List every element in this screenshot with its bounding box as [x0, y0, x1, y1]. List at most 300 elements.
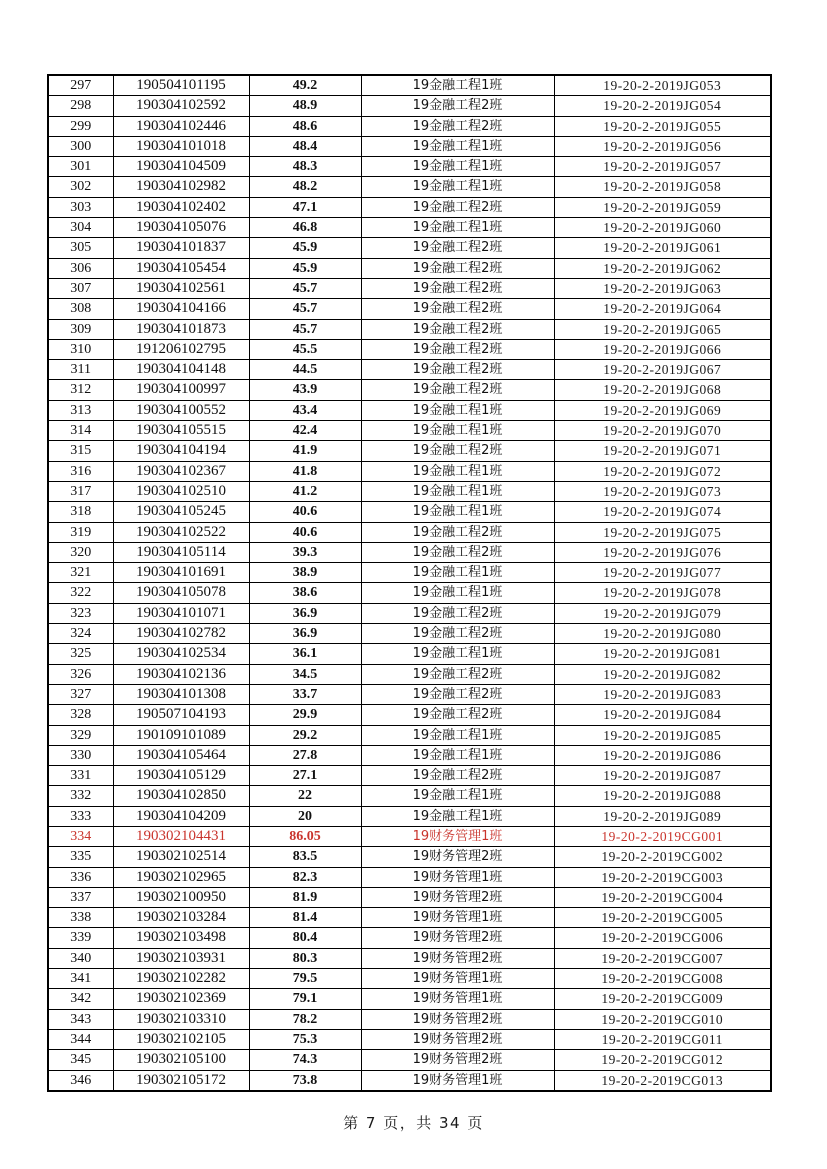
cell-exam-code: 19-20-2-2019JG056	[554, 136, 771, 156]
cell-row-number: 334	[48, 826, 113, 846]
cell-row-number: 302	[48, 177, 113, 197]
table-row	[48, 177, 771, 197]
cell-exam-code: 19-20-2-2019JG073	[554, 481, 771, 501]
cell-class-name: 19金融工程2班	[361, 339, 554, 359]
cell-exam-code: 19-20-2-2019JG086	[554, 745, 771, 765]
cell-student-id: 190304105245	[113, 502, 249, 522]
cell-student-id: 190304101018	[113, 136, 249, 156]
cell-score: 43.4	[249, 400, 361, 420]
cell-exam-code: 19-20-2-2019JG064	[554, 299, 771, 319]
cell-exam-code: 19-20-2-2019JG083	[554, 684, 771, 704]
cell-score: 44.5	[249, 360, 361, 380]
cell-student-id: 190302103310	[113, 1009, 249, 1029]
cell-score: 38.9	[249, 563, 361, 583]
cell-score: 75.3	[249, 1029, 361, 1049]
cell-student-id: 190304101071	[113, 603, 249, 623]
table-row	[48, 969, 771, 989]
table-row	[48, 624, 771, 644]
cell-student-id: 190304102782	[113, 624, 249, 644]
cell-student-id: 190302102282	[113, 969, 249, 989]
cell-score: 41.8	[249, 461, 361, 481]
cell-row-number: 306	[48, 258, 113, 278]
cell-exam-code: 19-20-2-2019JG069	[554, 400, 771, 420]
table-row	[48, 989, 771, 1009]
cell-row-number: 329	[48, 725, 113, 745]
table-row	[48, 826, 771, 846]
cell-row-number: 324	[48, 624, 113, 644]
cell-class-name: 19金融工程2班	[361, 380, 554, 400]
cell-student-id: 190304104166	[113, 299, 249, 319]
cell-score: 36.9	[249, 624, 361, 644]
cell-row-number: 317	[48, 481, 113, 501]
cell-row-number: 342	[48, 989, 113, 1009]
cell-class-name: 19金融工程1班	[361, 177, 554, 197]
cell-class-name: 19金融工程2班	[361, 197, 554, 217]
cell-exam-code: 19-20-2-2019CG008	[554, 969, 771, 989]
cell-class-name: 19金融工程2班	[361, 542, 554, 562]
table-row	[48, 400, 771, 420]
cell-score: 20	[249, 806, 361, 826]
cell-class-name: 19金融工程2班	[361, 116, 554, 136]
cell-student-id: 190304102982	[113, 177, 249, 197]
cell-student-id: 191206102795	[113, 339, 249, 359]
cell-exam-code: 19-20-2-2019JG082	[554, 664, 771, 684]
cell-score: 27.8	[249, 745, 361, 765]
cell-exam-code: 19-20-2-2019JG060	[554, 218, 771, 238]
cell-student-id: 190304104194	[113, 441, 249, 461]
cell-class-name: 19金融工程2班	[361, 603, 554, 623]
table-row	[48, 705, 771, 725]
cell-class-name: 19金融工程1班	[361, 786, 554, 806]
cell-student-id: 190304105515	[113, 421, 249, 441]
cell-exam-code: 19-20-2-2019JG062	[554, 258, 771, 278]
cell-row-number: 339	[48, 928, 113, 948]
cell-exam-code: 19-20-2-2019JG054	[554, 96, 771, 116]
cell-student-id: 190302103284	[113, 908, 249, 928]
cell-score: 43.9	[249, 380, 361, 400]
table-row	[48, 867, 771, 887]
cell-exam-code: 19-20-2-2019JG087	[554, 766, 771, 786]
cell-class-name: 19金融工程1班	[361, 644, 554, 664]
cell-row-number: 327	[48, 684, 113, 704]
table-row	[48, 725, 771, 745]
cell-student-id: 190304105129	[113, 766, 249, 786]
cell-student-id: 190507104193	[113, 705, 249, 725]
cell-class-name: 19金融工程2班	[361, 238, 554, 258]
cell-student-id: 190302102514	[113, 847, 249, 867]
cell-exam-code: 19-20-2-2019CG004	[554, 887, 771, 907]
cell-row-number: 323	[48, 603, 113, 623]
cell-score: 80.4	[249, 928, 361, 948]
cell-exam-code: 19-20-2-2019CG002	[554, 847, 771, 867]
cell-score: 78.2	[249, 1009, 361, 1029]
table-row	[48, 583, 771, 603]
cell-class-name: 19金融工程1班	[361, 481, 554, 501]
cell-score: 45.7	[249, 278, 361, 298]
cell-class-name: 19财务管理2班	[361, 1050, 554, 1070]
cell-exam-code: 19-20-2-2019JG085	[554, 725, 771, 745]
cell-row-number: 310	[48, 339, 113, 359]
cell-score: 41.9	[249, 441, 361, 461]
cell-score: 40.6	[249, 502, 361, 522]
table-row	[48, 96, 771, 116]
cell-row-number: 307	[48, 278, 113, 298]
cell-score: 45.5	[249, 339, 361, 359]
cell-class-name: 19金融工程1班	[361, 745, 554, 765]
cell-score: 45.7	[249, 319, 361, 339]
cell-score: 48.9	[249, 96, 361, 116]
cell-row-number: 336	[48, 867, 113, 887]
cell-exam-code: 19-20-2-2019JG072	[554, 461, 771, 481]
cell-score: 38.6	[249, 583, 361, 603]
table-row	[48, 603, 771, 623]
cell-score: 49.2	[249, 75, 361, 96]
cell-student-id: 190302105172	[113, 1070, 249, 1091]
cell-exam-code: 19-20-2-2019JG076	[554, 542, 771, 562]
cell-exam-code: 19-20-2-2019JG053	[554, 75, 771, 96]
cell-exam-code: 19-20-2-2019JG074	[554, 502, 771, 522]
table-row	[48, 136, 771, 156]
cell-class-name: 19金融工程1班	[361, 218, 554, 238]
cell-class-name: 19财务管理2班	[361, 847, 554, 867]
cell-row-number: 298	[48, 96, 113, 116]
cell-exam-code: 19-20-2-2019CG003	[554, 867, 771, 887]
cell-row-number: 321	[48, 563, 113, 583]
table-row	[48, 1029, 771, 1049]
cell-exam-code: 19-20-2-2019JG055	[554, 116, 771, 136]
cell-exam-code: 19-20-2-2019CG013	[554, 1070, 771, 1091]
table-row	[48, 360, 771, 380]
cell-row-number: 341	[48, 969, 113, 989]
cell-row-number: 315	[48, 441, 113, 461]
cell-row-number: 325	[48, 644, 113, 664]
cell-score: 45.9	[249, 258, 361, 278]
cell-student-id: 190304102850	[113, 786, 249, 806]
cell-row-number: 319	[48, 522, 113, 542]
cell-score: 86.05	[249, 826, 361, 846]
cell-exam-code: 19-20-2-2019JG065	[554, 319, 771, 339]
cell-score: 73.8	[249, 1070, 361, 1091]
cell-row-number: 303	[48, 197, 113, 217]
cell-exam-code: 19-20-2-2019CG009	[554, 989, 771, 1009]
cell-row-number: 338	[48, 908, 113, 928]
cell-exam-code: 19-20-2-2019JG061	[554, 238, 771, 258]
cell-score: 29.9	[249, 705, 361, 725]
cell-class-name: 19金融工程1班	[361, 502, 554, 522]
cell-student-id: 190304101837	[113, 238, 249, 258]
cell-student-id: 190304102534	[113, 644, 249, 664]
cell-class-name: 19金融工程2班	[361, 319, 554, 339]
cell-class-name: 19财务管理2班	[361, 928, 554, 948]
table-row	[48, 461, 771, 481]
cell-score: 80.3	[249, 948, 361, 968]
cell-score: 27.1	[249, 766, 361, 786]
cell-class-name: 19财务管理1班	[361, 826, 554, 846]
table-row	[48, 1050, 771, 1070]
cell-student-id: 190304105464	[113, 745, 249, 765]
cell-class-name: 19财务管理1班	[361, 908, 554, 928]
cell-row-number: 331	[48, 766, 113, 786]
cell-exam-code: 19-20-2-2019JG066	[554, 339, 771, 359]
cell-student-id: 190304100997	[113, 380, 249, 400]
cell-student-id: 190304102522	[113, 522, 249, 542]
cell-class-name: 19财务管理1班	[361, 969, 554, 989]
table-row	[48, 766, 771, 786]
cell-score: 82.3	[249, 867, 361, 887]
cell-exam-code: 19-20-2-2019CG011	[554, 1029, 771, 1049]
table-row	[48, 441, 771, 461]
cell-score: 46.8	[249, 218, 361, 238]
cell-student-id: 190302105100	[113, 1050, 249, 1070]
cell-class-name: 19金融工程1班	[361, 725, 554, 745]
cell-class-name: 19财务管理1班	[361, 989, 554, 1009]
cell-class-name: 19金融工程1班	[361, 461, 554, 481]
table-row	[48, 380, 771, 400]
cell-class-name: 19金融工程2班	[361, 441, 554, 461]
table-row	[48, 948, 771, 968]
cell-exam-code: 19-20-2-2019JG079	[554, 603, 771, 623]
cell-student-id: 190504101195	[113, 75, 249, 96]
cell-class-name: 19金融工程1班	[361, 157, 554, 177]
cell-exam-code: 19-20-2-2019JG059	[554, 197, 771, 217]
cell-exam-code: 19-20-2-2019CG012	[554, 1050, 771, 1070]
cell-row-number: 345	[48, 1050, 113, 1070]
cell-student-id: 190302102105	[113, 1029, 249, 1049]
cell-row-number: 330	[48, 745, 113, 765]
cell-row-number: 300	[48, 136, 113, 156]
cell-class-name: 19金融工程1班	[361, 400, 554, 420]
cell-student-id: 190304105114	[113, 542, 249, 562]
cell-exam-code: 19-20-2-2019JG057	[554, 157, 771, 177]
cell-student-id: 190302102965	[113, 867, 249, 887]
cell-row-number: 333	[48, 806, 113, 826]
cell-row-number: 309	[48, 319, 113, 339]
cell-exam-code: 19-20-2-2019CG010	[554, 1009, 771, 1029]
cell-row-number: 311	[48, 360, 113, 380]
cell-student-id: 190302102369	[113, 989, 249, 1009]
cell-student-id: 190304104509	[113, 157, 249, 177]
cell-row-number: 301	[48, 157, 113, 177]
cell-row-number: 328	[48, 705, 113, 725]
cell-score: 22	[249, 786, 361, 806]
cell-student-id: 190302100950	[113, 887, 249, 907]
cell-class-name: 19金融工程2班	[361, 705, 554, 725]
cell-row-number: 326	[48, 664, 113, 684]
cell-row-number: 340	[48, 948, 113, 968]
cell-score: 36.9	[249, 603, 361, 623]
table-row	[48, 218, 771, 238]
cell-score: 48.3	[249, 157, 361, 177]
table-row	[48, 847, 771, 867]
table-row	[48, 278, 771, 298]
cell-exam-code: 19-20-2-2019JG067	[554, 360, 771, 380]
cell-score: 34.5	[249, 664, 361, 684]
cell-score: 48.4	[249, 136, 361, 156]
cell-row-number: 304	[48, 218, 113, 238]
cell-class-name: 19金融工程2班	[361, 258, 554, 278]
cell-row-number: 337	[48, 887, 113, 907]
table-row	[48, 481, 771, 501]
table-row	[48, 1009, 771, 1029]
table-row	[48, 502, 771, 522]
cell-exam-code: 19-20-2-2019JG063	[554, 278, 771, 298]
cell-row-number: 312	[48, 380, 113, 400]
cell-row-number: 313	[48, 400, 113, 420]
cell-student-id: 190304102446	[113, 116, 249, 136]
table-row	[48, 806, 771, 826]
cell-score: 40.6	[249, 522, 361, 542]
cell-student-id: 190304104209	[113, 806, 249, 826]
cell-score: 48.2	[249, 177, 361, 197]
cell-class-name: 19金融工程2班	[361, 299, 554, 319]
cell-exam-code: 19-20-2-2019JG089	[554, 806, 771, 826]
cell-student-id: 190304102592	[113, 96, 249, 116]
cell-score: 29.2	[249, 725, 361, 745]
cell-student-id: 190304101691	[113, 563, 249, 583]
cell-student-id: 190304101873	[113, 319, 249, 339]
cell-row-number: 316	[48, 461, 113, 481]
cell-class-name: 19金融工程2班	[361, 522, 554, 542]
cell-student-id: 190304101308	[113, 684, 249, 704]
cell-student-id: 190302103498	[113, 928, 249, 948]
cell-score: 41.2	[249, 481, 361, 501]
cell-student-id: 190302103931	[113, 948, 249, 968]
cell-student-id: 190304102367	[113, 461, 249, 481]
table-row	[48, 339, 771, 359]
cell-score: 45.7	[249, 299, 361, 319]
cell-student-id: 190304105076	[113, 218, 249, 238]
table-row	[48, 745, 771, 765]
cell-student-id: 190302104431	[113, 826, 249, 846]
cell-exam-code: 19-20-2-2019JG080	[554, 624, 771, 644]
cell-student-id: 190304102136	[113, 664, 249, 684]
cell-student-id: 190304100552	[113, 400, 249, 420]
cell-exam-code: 19-20-2-2019JG075	[554, 522, 771, 542]
cell-row-number: 314	[48, 421, 113, 441]
cell-row-number: 297	[48, 75, 113, 96]
cell-exam-code: 19-20-2-2019CG005	[554, 908, 771, 928]
cell-exam-code: 19-20-2-2019JG068	[554, 380, 771, 400]
table-row	[48, 644, 771, 664]
scores-table-body	[48, 75, 771, 1091]
cell-exam-code: 19-20-2-2019JG088	[554, 786, 771, 806]
table-row	[48, 664, 771, 684]
cell-student-id: 190304102402	[113, 197, 249, 217]
cell-row-number: 335	[48, 847, 113, 867]
cell-score: 79.5	[249, 969, 361, 989]
cell-student-id: 190304105454	[113, 258, 249, 278]
table-row	[48, 299, 771, 319]
cell-exam-code: 19-20-2-2019JG084	[554, 705, 771, 725]
table-row	[48, 258, 771, 278]
cell-class-name: 19金融工程2班	[361, 96, 554, 116]
cell-row-number: 346	[48, 1070, 113, 1091]
table-row	[48, 887, 771, 907]
cell-class-name: 19财务管理2班	[361, 1029, 554, 1049]
cell-score: 74.3	[249, 1050, 361, 1070]
cell-row-number: 318	[48, 502, 113, 522]
cell-class-name: 19财务管理2班	[361, 887, 554, 907]
cell-class-name: 19金融工程2班	[361, 766, 554, 786]
table-row	[48, 116, 771, 136]
table-row	[48, 928, 771, 948]
scores-table	[47, 74, 772, 1092]
cell-exam-code: 19-20-2-2019JG077	[554, 563, 771, 583]
cell-class-name: 19金融工程2班	[361, 684, 554, 704]
cell-score: 81.9	[249, 887, 361, 907]
table-row	[48, 319, 771, 339]
cell-score: 39.3	[249, 542, 361, 562]
cell-row-number: 322	[48, 583, 113, 603]
cell-class-name: 19金融工程1班	[361, 583, 554, 603]
cell-exam-code: 19-20-2-2019CG007	[554, 948, 771, 968]
cell-student-id: 190304102510	[113, 481, 249, 501]
cell-class-name: 19财务管理2班	[361, 1009, 554, 1029]
page-footer: 第 7 页，共 34 页	[343, 1114, 484, 1132]
cell-row-number: 299	[48, 116, 113, 136]
table-row	[48, 238, 771, 258]
cell-class-name: 19金融工程1班	[361, 75, 554, 96]
cell-exam-code: 19-20-2-2019JG081	[554, 644, 771, 664]
cell-row-number: 332	[48, 786, 113, 806]
cell-row-number: 320	[48, 542, 113, 562]
cell-student-id: 190304105078	[113, 583, 249, 603]
cell-row-number: 344	[48, 1029, 113, 1049]
cell-score: 48.6	[249, 116, 361, 136]
cell-class-name: 19金融工程1班	[361, 563, 554, 583]
table-row	[48, 542, 771, 562]
cell-score: 45.9	[249, 238, 361, 258]
cell-exam-code: 19-20-2-2019JG070	[554, 421, 771, 441]
cell-row-number: 343	[48, 1009, 113, 1029]
table-row	[48, 75, 771, 96]
cell-class-name: 19金融工程2班	[361, 278, 554, 298]
table-row	[48, 421, 771, 441]
cell-class-name: 19金融工程1班	[361, 136, 554, 156]
cell-score: 33.7	[249, 684, 361, 704]
cell-score: 81.4	[249, 908, 361, 928]
table-row	[48, 908, 771, 928]
cell-class-name: 19金融工程2班	[361, 664, 554, 684]
cell-exam-code: 19-20-2-2019JG078	[554, 583, 771, 603]
table-row	[48, 157, 771, 177]
table-row	[48, 1070, 771, 1091]
cell-exam-code: 19-20-2-2019JG058	[554, 177, 771, 197]
cell-class-name: 19金融工程1班	[361, 806, 554, 826]
cell-score: 79.1	[249, 989, 361, 1009]
cell-score: 47.1	[249, 197, 361, 217]
cell-class-name: 19财务管理1班	[361, 867, 554, 887]
cell-class-name: 19金融工程2班	[361, 624, 554, 644]
cell-class-name: 19财务管理2班	[361, 948, 554, 968]
cell-exam-code: 19-20-2-2019CG006	[554, 928, 771, 948]
cell-exam-code: 19-20-2-2019JG071	[554, 441, 771, 461]
cell-row-number: 308	[48, 299, 113, 319]
cell-score: 83.5	[249, 847, 361, 867]
cell-score: 42.4	[249, 421, 361, 441]
table-row	[48, 684, 771, 704]
cell-class-name: 19金融工程2班	[361, 360, 554, 380]
table-row	[48, 522, 771, 542]
table-row	[48, 786, 771, 806]
table-row	[48, 197, 771, 217]
cell-class-name: 19财务管理1班	[361, 1070, 554, 1091]
cell-student-id: 190304102561	[113, 278, 249, 298]
cell-class-name: 19金融工程1班	[361, 421, 554, 441]
cell-student-id: 190109101089	[113, 725, 249, 745]
cell-score: 36.1	[249, 644, 361, 664]
cell-row-number: 305	[48, 238, 113, 258]
